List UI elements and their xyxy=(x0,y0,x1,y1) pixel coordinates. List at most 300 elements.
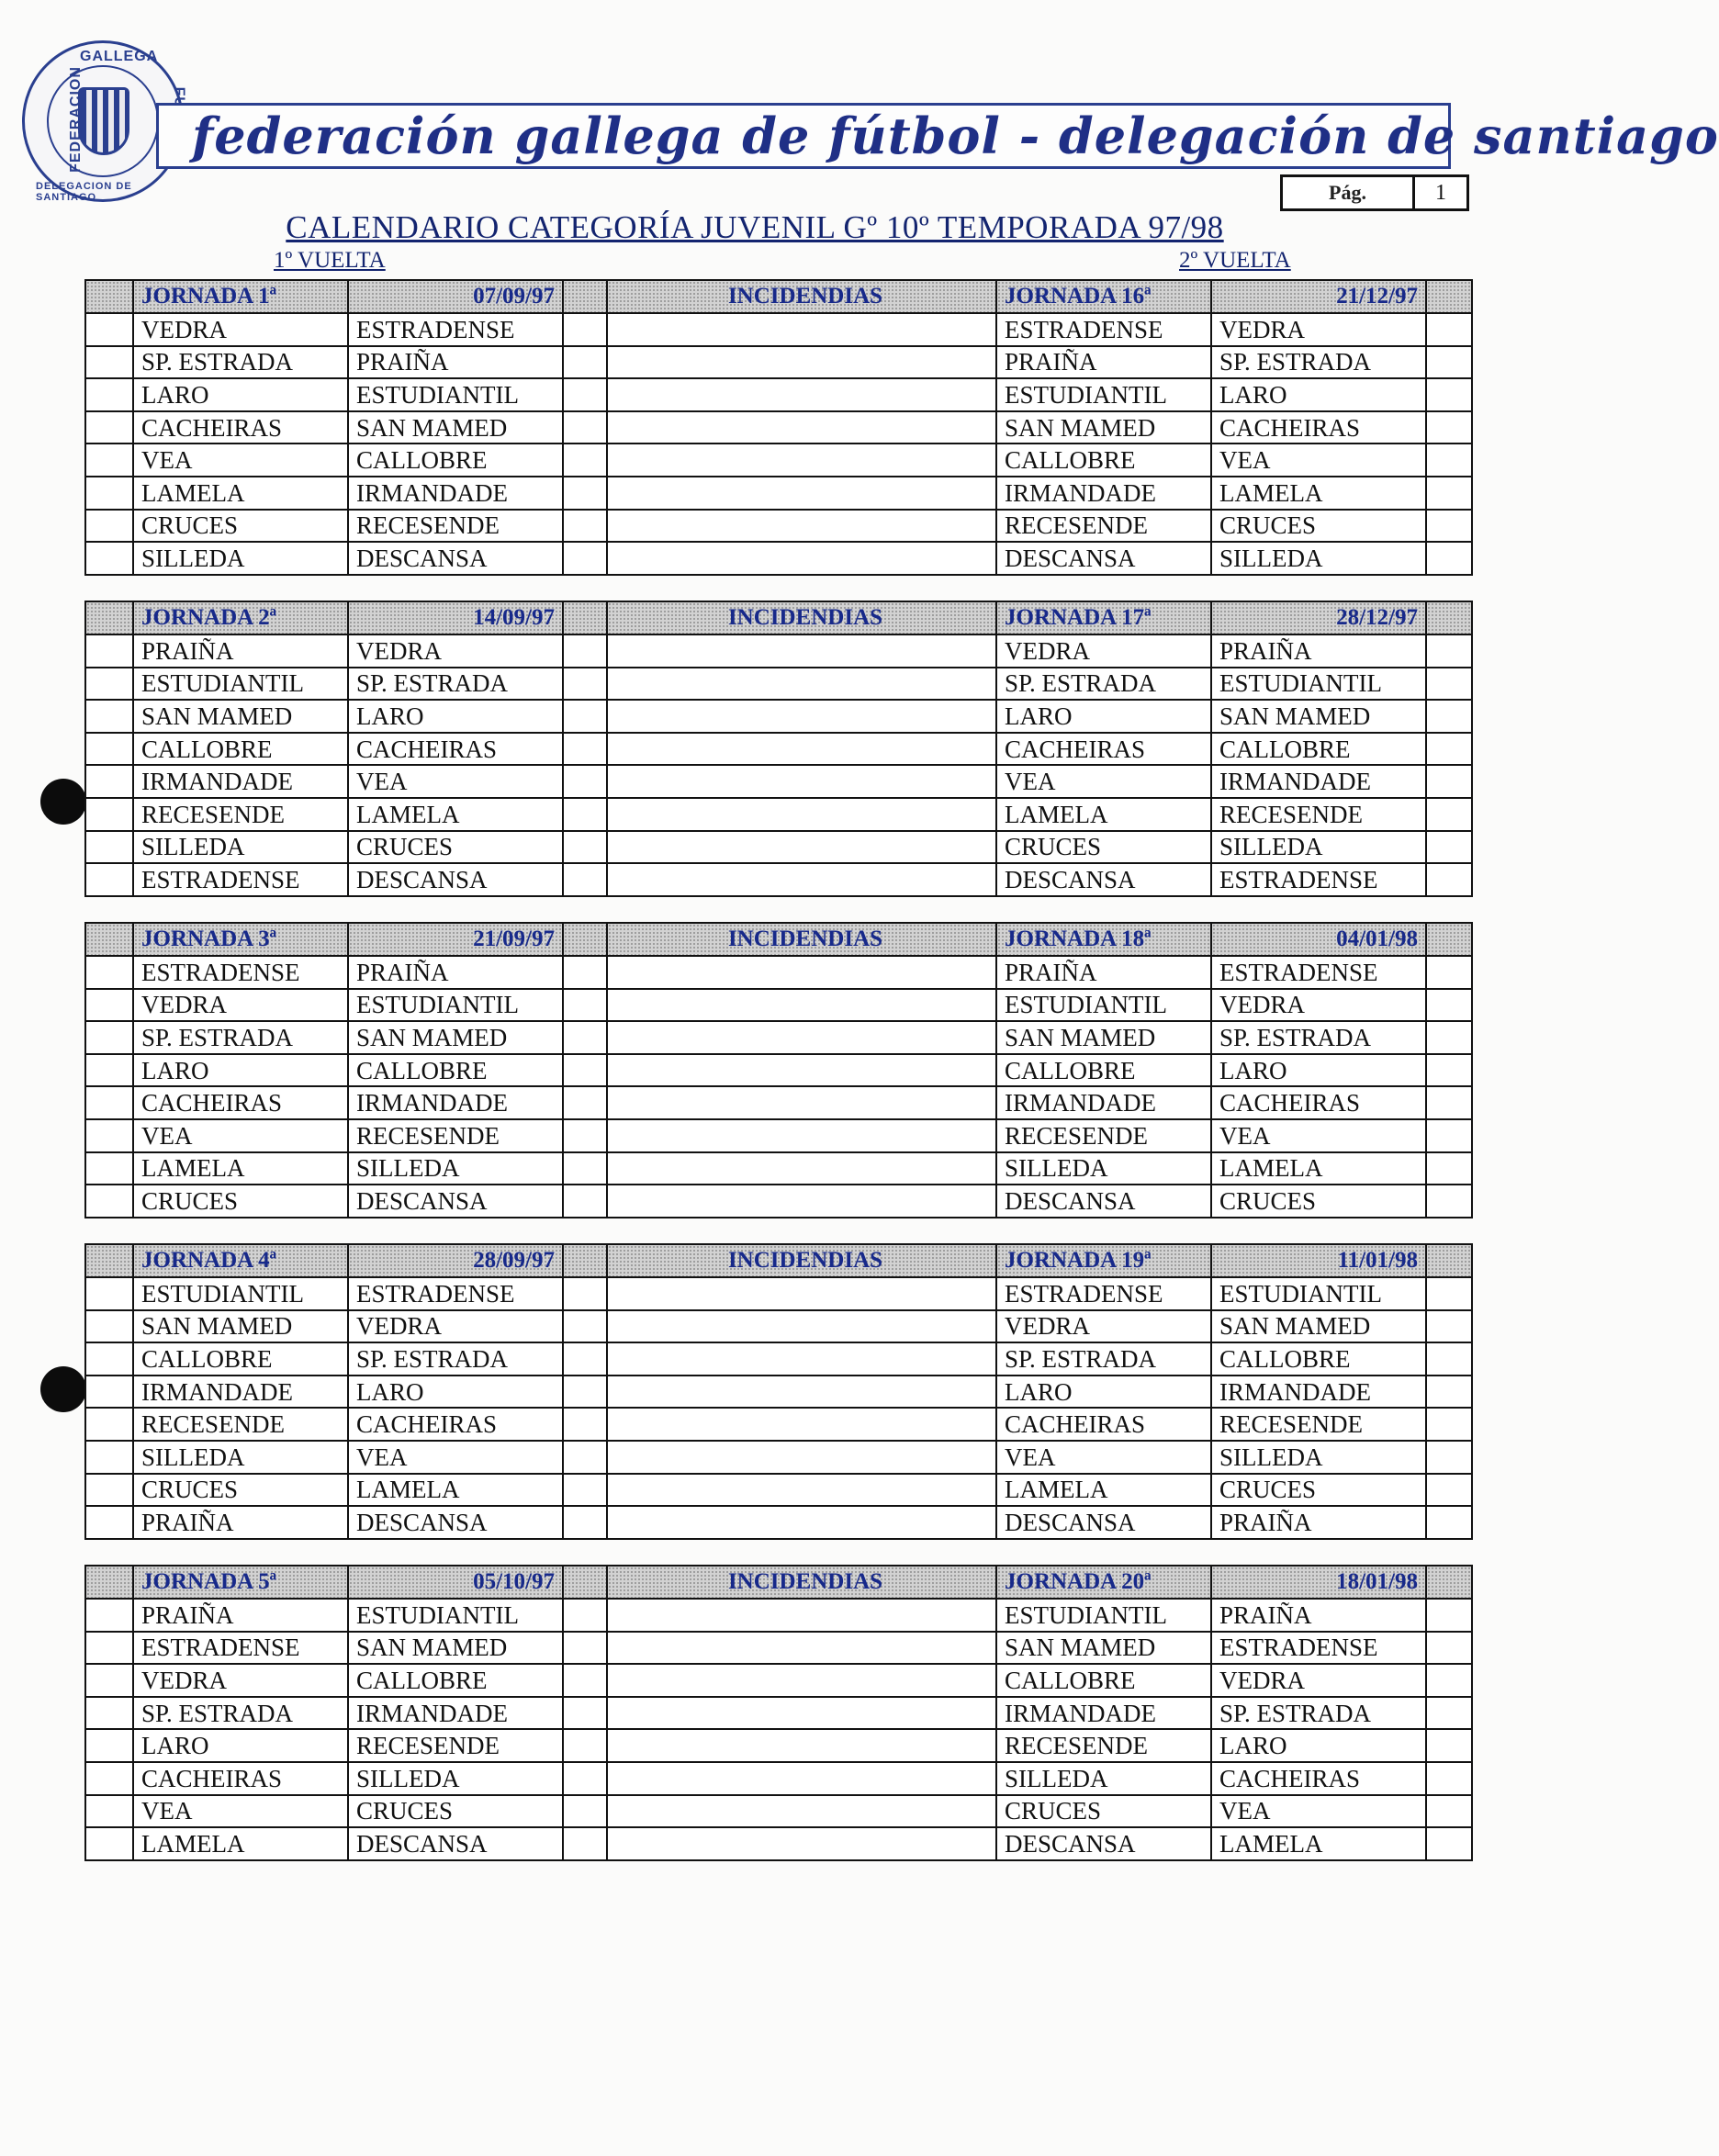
empty-cell xyxy=(85,1795,133,1828)
first-leg-away-team: RECESENDE xyxy=(348,510,563,543)
empty-cell xyxy=(563,1827,607,1860)
empty-cell xyxy=(85,1277,133,1310)
empty-cell xyxy=(1426,510,1472,543)
empty-cell xyxy=(85,313,133,346)
empty-cell xyxy=(1426,1599,1472,1632)
empty-cell xyxy=(1426,863,1472,896)
empty-cell xyxy=(563,444,607,477)
second-leg-away-team: CALLOBRE xyxy=(1211,733,1426,766)
empty-cell xyxy=(563,1376,607,1409)
empty-cell xyxy=(1426,1697,1472,1730)
match-row xyxy=(85,733,1472,766)
empty-cell xyxy=(1426,956,1472,989)
second-leg-home-team: SP. ESTRADA xyxy=(996,1342,1211,1376)
second-leg-away-team: ESTRADENSE xyxy=(1211,1632,1426,1665)
first-leg-home-team: VEA xyxy=(133,1119,348,1152)
incidencias-cell xyxy=(607,956,996,989)
incidencias-cell xyxy=(607,510,996,543)
second-leg-away-team: VEDRA xyxy=(1211,1664,1426,1697)
empty-cell xyxy=(1426,444,1472,477)
match-row xyxy=(85,1152,1472,1185)
first-leg-away-team: SAN MAMED xyxy=(348,1021,563,1054)
incidencias-cell xyxy=(607,1729,996,1762)
empty-cell xyxy=(85,378,133,411)
incidencias-label: INCIDENDIAS xyxy=(607,1566,996,1599)
first-leg-away-team: CALLOBRE xyxy=(348,1054,563,1087)
empty-cell xyxy=(1426,668,1472,701)
empty-cell xyxy=(1426,280,1472,313)
empty-cell xyxy=(563,477,607,510)
incidencias-label: INCIDENDIAS xyxy=(607,280,996,313)
second-leg-home-team: ESTUDIANTIL xyxy=(996,378,1211,411)
empty-cell xyxy=(85,1729,133,1762)
second-leg-away-team: RECESENDE xyxy=(1211,1408,1426,1441)
empty-cell xyxy=(563,1506,607,1539)
first-leg-home-team: LAMELA xyxy=(133,477,348,510)
first-leg-away-team: SILLEDA xyxy=(348,1762,563,1795)
first-leg-home-team: LARO xyxy=(133,1054,348,1087)
punch-hole xyxy=(40,1366,86,1412)
second-leg-away-team: CACHEIRAS xyxy=(1211,411,1426,444)
empty-cell xyxy=(85,1119,133,1152)
match-row xyxy=(85,863,1472,896)
empty-cell xyxy=(563,1697,607,1730)
second-leg-home-team: LARO xyxy=(996,700,1211,733)
second-leg-home-team: ESTUDIANTIL xyxy=(996,989,1211,1022)
empty-cell xyxy=(563,831,607,864)
page-label: Pág. xyxy=(1329,181,1366,204)
empty-cell xyxy=(85,798,133,831)
first-leg-date: 05/10/97 xyxy=(348,1566,563,1599)
first-leg-home-team: VEDRA xyxy=(133,989,348,1022)
second-leg-home-team: VEA xyxy=(996,1441,1211,1474)
match-row xyxy=(85,634,1472,668)
match-row xyxy=(85,1054,1472,1087)
second-leg-jornada-label: JORNADA 18ª xyxy=(996,923,1211,956)
empty-cell xyxy=(85,1310,133,1343)
first-leg-away-team: CALLOBRE xyxy=(348,1664,563,1697)
match-row xyxy=(85,831,1472,864)
incidencias-cell xyxy=(607,1376,996,1409)
empty-cell xyxy=(563,989,607,1022)
jornada-table xyxy=(84,922,1473,1218)
match-row xyxy=(85,313,1472,346)
second-leg-away-team: VEA xyxy=(1211,1795,1426,1828)
second-leg-home-team: IRMANDADE xyxy=(996,1086,1211,1119)
empty-cell xyxy=(85,542,133,575)
first-leg-home-team: SILLEDA xyxy=(133,542,348,575)
second-leg-jornada-label: JORNADA 16ª xyxy=(996,280,1211,313)
punch-hole xyxy=(40,779,86,825)
first-leg-home-team: ESTUDIANTIL xyxy=(133,668,348,701)
jornada-header-row xyxy=(85,280,1472,313)
empty-cell xyxy=(563,1441,607,1474)
first-leg-away-team: PRAIÑA xyxy=(348,956,563,989)
empty-cell xyxy=(563,1762,607,1795)
empty-cell xyxy=(1426,1185,1472,1218)
empty-cell xyxy=(85,1599,133,1632)
match-row xyxy=(85,542,1472,575)
empty-cell xyxy=(85,1664,133,1697)
empty-cell xyxy=(563,765,607,798)
first-leg-away-team: DESCANSA xyxy=(348,1185,563,1218)
logo-text-left: FEDERACION xyxy=(67,66,84,173)
empty-cell xyxy=(563,1632,607,1665)
match-row xyxy=(85,1762,1472,1795)
empty-cell xyxy=(85,411,133,444)
empty-cell xyxy=(85,863,133,896)
incidencias-cell xyxy=(607,1408,996,1441)
empty-cell xyxy=(1426,346,1472,379)
second-leg-date: 21/12/97 xyxy=(1211,280,1426,313)
second-leg-away-team: IRMANDADE xyxy=(1211,1376,1426,1409)
first-leg-home-team: VEA xyxy=(133,1795,348,1828)
incidencias-cell xyxy=(607,313,996,346)
incidencias-cell xyxy=(607,1632,996,1665)
second-leg-away-team: SILLEDA xyxy=(1211,831,1426,864)
logo-text-top: GALLEGA xyxy=(80,49,159,64)
match-row xyxy=(85,989,1472,1022)
incidencias-cell xyxy=(607,1277,996,1310)
incidencias-cell xyxy=(607,798,996,831)
empty-cell xyxy=(563,1244,607,1277)
first-leg-home-team: SP. ESTRADA xyxy=(133,1697,348,1730)
jornada-header-row xyxy=(85,1244,1472,1277)
empty-cell xyxy=(1426,989,1472,1022)
incidencias-cell xyxy=(607,1697,996,1730)
match-row xyxy=(85,1827,1472,1860)
second-leg-date: 04/01/98 xyxy=(1211,923,1426,956)
second-leg-away-team: CRUCES xyxy=(1211,1185,1426,1218)
first-leg-away-team: RECESENDE xyxy=(348,1119,563,1152)
match-row xyxy=(85,444,1472,477)
empty-cell xyxy=(1426,1441,1472,1474)
first-leg-away-team: DESCANSA xyxy=(348,863,563,896)
second-leg-home-team: DESCANSA xyxy=(996,542,1211,575)
second-round-label: 2º VUELTA xyxy=(1179,248,1291,273)
empty-cell xyxy=(85,1086,133,1119)
empty-cell xyxy=(1426,1342,1472,1376)
empty-cell xyxy=(563,700,607,733)
incidencias-cell xyxy=(607,1054,996,1087)
second-leg-away-team: PRAIÑA xyxy=(1211,1506,1426,1539)
empty-cell xyxy=(1426,1506,1472,1539)
empty-cell xyxy=(563,1795,607,1828)
first-leg-home-team: CALLOBRE xyxy=(133,1342,348,1376)
first-leg-home-team: ESTRADENSE xyxy=(133,863,348,896)
empty-cell xyxy=(563,1119,607,1152)
second-leg-home-team: IRMANDADE xyxy=(996,477,1211,510)
second-leg-home-team: CACHEIRAS xyxy=(996,1408,1211,1441)
empty-cell xyxy=(563,1152,607,1185)
match-row xyxy=(85,1185,1472,1218)
incidencias-cell xyxy=(607,542,996,575)
first-leg-away-team: VEDRA xyxy=(348,1310,563,1343)
empty-cell xyxy=(563,411,607,444)
first-leg-home-team: SP. ESTRADA xyxy=(133,346,348,379)
second-leg-date: 11/01/98 xyxy=(1211,1244,1426,1277)
second-leg-away-team: LARO xyxy=(1211,1729,1426,1762)
first-leg-jornada-label: JORNADA 2ª xyxy=(133,601,348,634)
first-leg-home-team: LAMELA xyxy=(133,1827,348,1860)
second-leg-away-team: VEA xyxy=(1211,1119,1426,1152)
second-leg-away-team: ESTUDIANTIL xyxy=(1211,1277,1426,1310)
first-leg-home-team: ESTUDIANTIL xyxy=(133,1277,348,1310)
second-leg-away-team: LARO xyxy=(1211,378,1426,411)
empty-cell xyxy=(1426,601,1472,634)
match-row xyxy=(85,765,1472,798)
incidencias-cell xyxy=(607,1310,996,1343)
incidencias-cell xyxy=(607,1827,996,1860)
first-leg-away-team: LARO xyxy=(348,1376,563,1409)
first-leg-home-team: SILLEDA xyxy=(133,1441,348,1474)
empty-cell xyxy=(1426,1054,1472,1087)
second-leg-date: 18/01/98 xyxy=(1211,1566,1426,1599)
second-leg-away-team: SP. ESTRADA xyxy=(1211,1021,1426,1054)
incidencias-cell xyxy=(607,1021,996,1054)
first-leg-away-team: VEDRA xyxy=(348,634,563,668)
empty-cell xyxy=(563,1408,607,1441)
empty-cell xyxy=(85,1566,133,1599)
empty-cell xyxy=(85,280,133,313)
second-leg-away-team: CRUCES xyxy=(1211,1474,1426,1507)
match-row xyxy=(85,1795,1472,1828)
jornada-header-row xyxy=(85,601,1472,634)
empty-cell xyxy=(563,313,607,346)
empty-cell xyxy=(1426,831,1472,864)
empty-cell xyxy=(563,634,607,668)
incidencias-cell xyxy=(607,831,996,864)
first-leg-away-team: ESTRADENSE xyxy=(348,313,563,346)
page-number-box xyxy=(1280,174,1469,211)
empty-cell xyxy=(563,1474,607,1507)
incidencias-label: INCIDENDIAS xyxy=(607,1244,996,1277)
second-leg-home-team: PRAIÑA xyxy=(996,956,1211,989)
first-leg-home-team: PRAIÑA xyxy=(133,1506,348,1539)
first-leg-home-team: CACHEIRAS xyxy=(133,1086,348,1119)
second-leg-jornada-label: JORNADA 20ª xyxy=(996,1566,1211,1599)
incidencias-label: INCIDENDIAS xyxy=(607,923,996,956)
match-row xyxy=(85,378,1472,411)
first-leg-home-team: LAMELA xyxy=(133,1152,348,1185)
first-leg-home-team: SAN MAMED xyxy=(133,1310,348,1343)
jornada-table xyxy=(84,279,1473,576)
first-leg-home-team: PRAIÑA xyxy=(133,1599,348,1632)
empty-cell xyxy=(563,280,607,313)
empty-cell xyxy=(1426,1376,1472,1409)
second-leg-home-team: SILLEDA xyxy=(996,1152,1211,1185)
empty-cell xyxy=(563,1566,607,1599)
first-leg-home-team: IRMANDADE xyxy=(133,1376,348,1409)
second-leg-away-team: LAMELA xyxy=(1211,1827,1426,1860)
empty-cell xyxy=(85,923,133,956)
first-leg-home-team: SAN MAMED xyxy=(133,700,348,733)
first-leg-away-team: ESTUDIANTIL xyxy=(348,989,563,1022)
incidencias-cell xyxy=(607,765,996,798)
second-leg-away-team: PRAIÑA xyxy=(1211,634,1426,668)
first-leg-away-team: SP. ESTRADA xyxy=(348,1342,563,1376)
page-number: 1 xyxy=(1412,177,1466,208)
empty-cell xyxy=(1426,1152,1472,1185)
incidencias-cell xyxy=(607,1762,996,1795)
jornada-header-row xyxy=(85,923,1472,956)
second-leg-home-team: LARO xyxy=(996,1376,1211,1409)
empty-cell xyxy=(1426,733,1472,766)
second-leg-jornada-label: JORNADA 17ª xyxy=(996,601,1211,634)
second-leg-away-team: LAMELA xyxy=(1211,477,1426,510)
first-leg-home-team: PRAIÑA xyxy=(133,634,348,668)
empty-cell xyxy=(563,1021,607,1054)
empty-cell xyxy=(1426,1795,1472,1828)
empty-cell xyxy=(85,1342,133,1376)
empty-cell xyxy=(1426,1729,1472,1762)
empty-cell xyxy=(1426,1566,1472,1599)
empty-cell xyxy=(1426,1244,1472,1277)
first-leg-away-team: LAMELA xyxy=(348,798,563,831)
empty-cell xyxy=(85,510,133,543)
second-leg-home-team: ESTRADENSE xyxy=(996,1277,1211,1310)
first-leg-jornada-label: JORNADA 5ª xyxy=(133,1566,348,1599)
first-leg-jornada-label: JORNADA 1ª xyxy=(133,280,348,313)
incidencias-cell xyxy=(607,1342,996,1376)
first-leg-away-team: IRMANDADE xyxy=(348,1697,563,1730)
empty-cell xyxy=(1426,1119,1472,1152)
incidencias-cell xyxy=(607,1119,996,1152)
empty-cell xyxy=(563,1310,607,1343)
first-leg-home-team: CALLOBRE xyxy=(133,733,348,766)
empty-cell xyxy=(563,1277,607,1310)
first-leg-home-team: VEDRA xyxy=(133,313,348,346)
empty-cell xyxy=(563,956,607,989)
empty-cell xyxy=(85,1506,133,1539)
match-row xyxy=(85,1506,1472,1539)
first-leg-away-team: CACHEIRAS xyxy=(348,1408,563,1441)
incidencias-cell xyxy=(607,863,996,896)
empty-cell xyxy=(85,1021,133,1054)
incidencias-cell xyxy=(607,1185,996,1218)
second-leg-home-team: VEDRA xyxy=(996,634,1211,668)
first-leg-home-team: ESTRADENSE xyxy=(133,1632,348,1665)
first-leg-home-team: CRUCES xyxy=(133,1185,348,1218)
incidencias-cell xyxy=(607,733,996,766)
second-leg-jornada-label: JORNADA 19ª xyxy=(996,1244,1211,1277)
empty-cell xyxy=(85,1408,133,1441)
first-leg-away-team: SP. ESTRADA xyxy=(348,668,563,701)
second-leg-away-team: SP. ESTRADA xyxy=(1211,1697,1426,1730)
second-leg-away-team: CALLOBRE xyxy=(1211,1342,1426,1376)
empty-cell xyxy=(1426,378,1472,411)
empty-cell xyxy=(85,1152,133,1185)
second-leg-home-team: LAMELA xyxy=(996,1474,1211,1507)
document-title: CALENDARIO CATEGORÍA JUVENIL Gº 10º TEMPORADA 97/98 xyxy=(286,209,1224,245)
empty-cell xyxy=(1426,1021,1472,1054)
second-leg-home-team: ESTRADENSE xyxy=(996,313,1211,346)
second-leg-away-team: LAMELA xyxy=(1211,1152,1426,1185)
incidencias-cell xyxy=(607,1086,996,1119)
first-leg-away-team: VEA xyxy=(348,765,563,798)
second-leg-away-team: RECESENDE xyxy=(1211,798,1426,831)
first-leg-home-team: SP. ESTRADA xyxy=(133,1021,348,1054)
empty-cell xyxy=(85,601,133,634)
jornada-table xyxy=(84,1565,1473,1861)
incidencias-cell xyxy=(607,700,996,733)
empty-cell xyxy=(85,1376,133,1409)
jornada-header-row xyxy=(85,1566,1472,1599)
first-leg-away-team: PRAIÑA xyxy=(348,346,563,379)
match-row xyxy=(85,1277,1472,1310)
empty-cell xyxy=(563,510,607,543)
incidencias-label: INCIDENDIAS xyxy=(607,601,996,634)
empty-cell xyxy=(85,1441,133,1474)
first-leg-date: 07/09/97 xyxy=(348,280,563,313)
empty-cell xyxy=(1426,700,1472,733)
match-row xyxy=(85,1021,1472,1054)
first-leg-away-team: VEA xyxy=(348,1441,563,1474)
empty-cell xyxy=(1426,1408,1472,1441)
second-leg-home-team: IRMANDADE xyxy=(996,1697,1211,1730)
empty-cell xyxy=(1426,923,1472,956)
empty-cell xyxy=(85,1697,133,1730)
second-leg-home-team: LAMELA xyxy=(996,798,1211,831)
first-leg-away-team: LARO xyxy=(348,700,563,733)
empty-cell xyxy=(85,1762,133,1795)
jornada-table xyxy=(84,601,1473,897)
empty-cell xyxy=(1426,1762,1472,1795)
second-leg-home-team: PRAIÑA xyxy=(996,346,1211,379)
empty-cell xyxy=(85,1244,133,1277)
match-row xyxy=(85,1310,1472,1343)
empty-cell xyxy=(85,1185,133,1218)
match-row xyxy=(85,411,1472,444)
match-row xyxy=(85,668,1472,701)
second-leg-away-team: VEDRA xyxy=(1211,989,1426,1022)
second-leg-home-team: ESTUDIANTIL xyxy=(996,1599,1211,1632)
second-leg-home-team: SAN MAMED xyxy=(996,1021,1211,1054)
empty-cell xyxy=(85,346,133,379)
second-leg-away-team: SP. ESTRADA xyxy=(1211,346,1426,379)
second-leg-home-team: DESCANSA xyxy=(996,1827,1211,1860)
second-leg-home-team: CALLOBRE xyxy=(996,1664,1211,1697)
first-leg-jornada-label: JORNADA 4ª xyxy=(133,1244,348,1277)
second-leg-away-team: ESTRADENSE xyxy=(1211,863,1426,896)
second-leg-away-team: CACHEIRAS xyxy=(1211,1086,1426,1119)
second-leg-home-team: VEDRA xyxy=(996,1310,1211,1343)
first-leg-away-team: IRMANDADE xyxy=(348,1086,563,1119)
match-row xyxy=(85,798,1472,831)
empty-cell xyxy=(563,1664,607,1697)
first-leg-away-team: SAN MAMED xyxy=(348,1632,563,1665)
federation-banner xyxy=(156,103,1719,169)
first-leg-away-team: CALLOBRE xyxy=(348,444,563,477)
match-row xyxy=(85,1697,1472,1730)
second-leg-home-team: DESCANSA xyxy=(996,1506,1211,1539)
second-leg-away-team: LARO xyxy=(1211,1054,1426,1087)
second-leg-home-team: CALLOBRE xyxy=(996,444,1211,477)
empty-cell xyxy=(85,700,133,733)
incidencias-cell xyxy=(607,1599,996,1632)
empty-cell xyxy=(1426,1474,1472,1507)
second-leg-away-team: VEA xyxy=(1211,444,1426,477)
empty-cell xyxy=(85,1474,133,1507)
first-leg-home-team: LARO xyxy=(133,1729,348,1762)
incidencias-cell xyxy=(607,411,996,444)
empty-cell xyxy=(563,378,607,411)
first-leg-date: 21/09/97 xyxy=(348,923,563,956)
empty-cell xyxy=(85,989,133,1022)
first-leg-home-team: IRMANDADE xyxy=(133,765,348,798)
empty-cell xyxy=(563,542,607,575)
second-leg-home-team: SP. ESTRADA xyxy=(996,668,1211,701)
